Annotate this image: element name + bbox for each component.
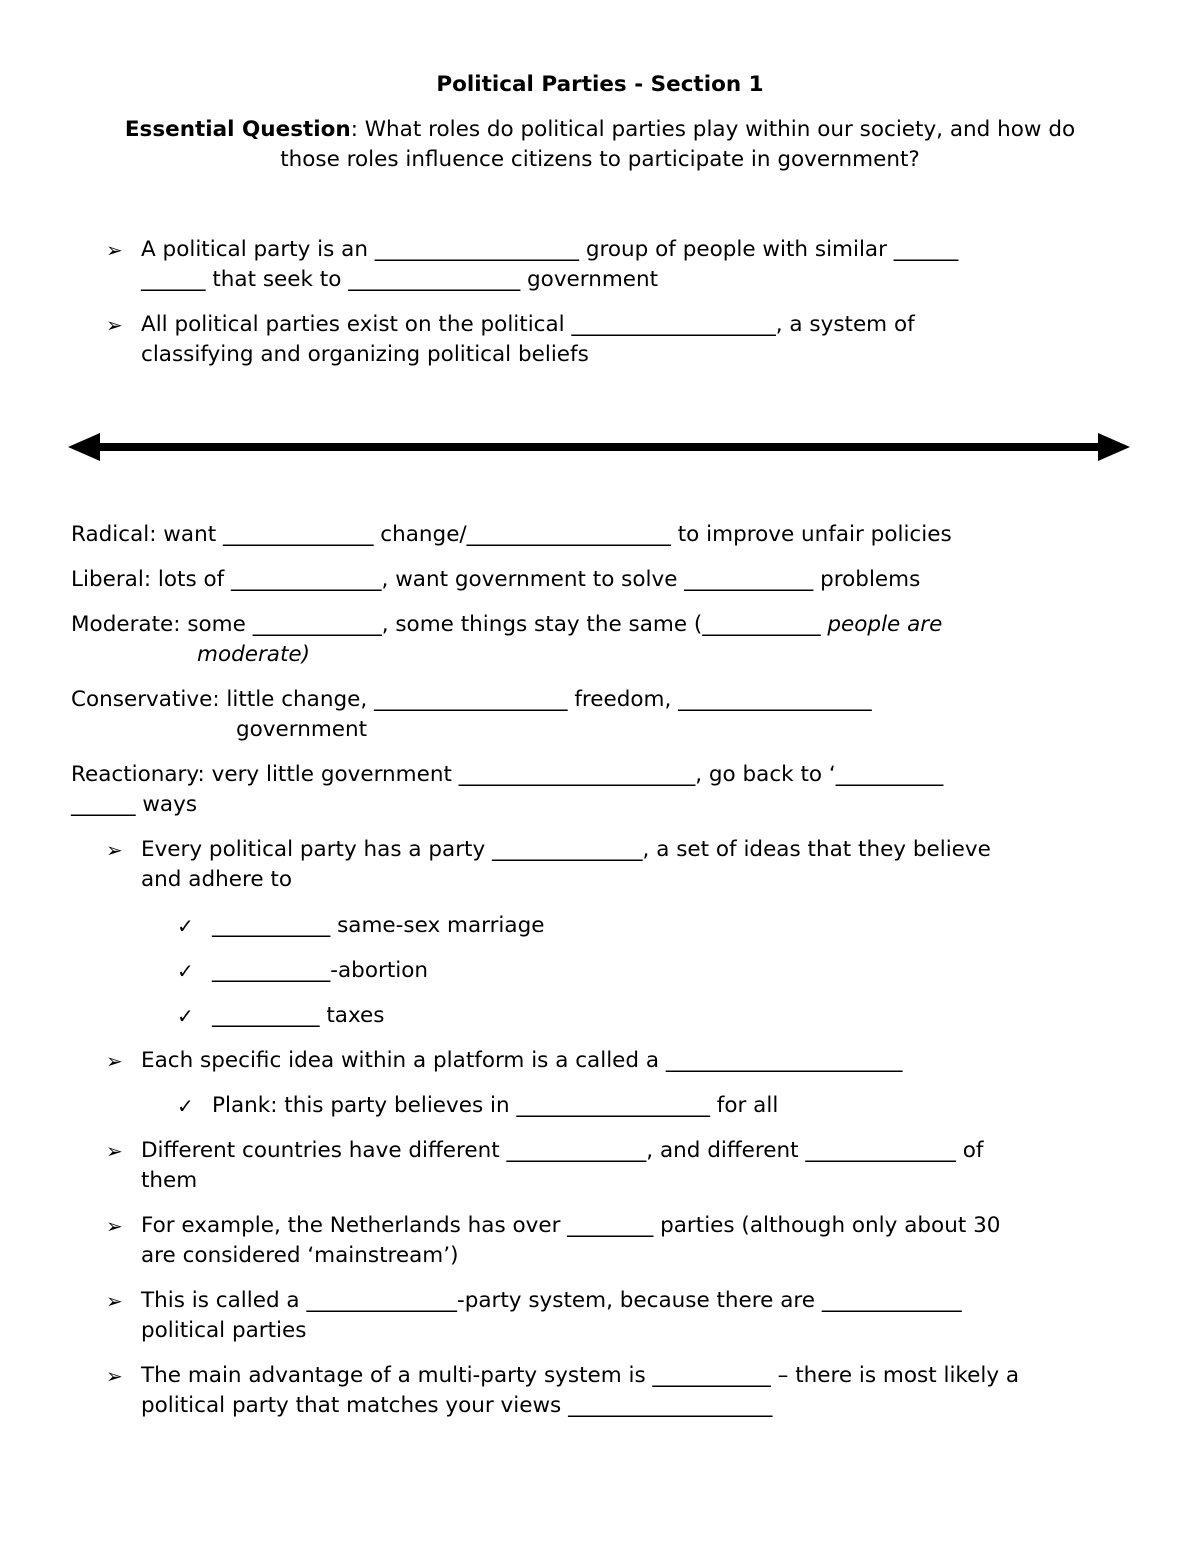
- bullet-multi-party-advantage: The main advantage of a multi-party system is ___________ – there is most likely a: [141, 1363, 1020, 1388]
- bullet-plank: Each specific idea within a platform is a called a ______________________: [141, 1048, 903, 1073]
- plank-check-item: Plank: this party believes in __________________ for all: [212, 1093, 779, 1118]
- checkmark-icon: ✓: [177, 959, 194, 983]
- bullet-political-spectrum-cont: classifying and organizing political beliefs: [141, 342, 589, 367]
- arrow-bullet-icon: ➢: [106, 1139, 123, 1163]
- checkmark-icon: ✓: [177, 1094, 194, 1118]
- bullet-party-definition-cont: ______ that seek to ________________ government: [141, 267, 659, 292]
- double-headed-arrow-icon: [68, 430, 1132, 464]
- bullet-platform-cont: and adhere to: [141, 867, 292, 892]
- checkmark-icon: ✓: [177, 914, 194, 938]
- definition-conservative-cont: government: [236, 717, 368, 742]
- spectrum-left-arrowhead: [68, 433, 100, 461]
- checkmark-icon: ✓: [177, 1004, 194, 1028]
- essential-question: [0, 115, 1200, 145]
- arrow-bullet-icon: ➢: [106, 838, 123, 862]
- definition-moderate-cont: moderate): [197, 642, 311, 667]
- definition-liberal: Liberal: lots of ______________, want government to solve ____________ problems: [71, 567, 921, 592]
- arrow-bullet-icon: ➢: [106, 1214, 123, 1238]
- definition-moderate-text: Moderate: some ____________, some things stay the same (: [71, 612, 703, 637]
- bullet-platform: Every political party has a party ______________, a set of ideas that they believe: [141, 837, 991, 862]
- arrow-bullet-icon: ➢: [106, 1049, 123, 1073]
- platform-check-item: ___________ same-sex marriage: [212, 913, 545, 938]
- arrow-bullet-icon: ➢: [106, 1364, 123, 1388]
- definition-reactionary-cont: ______ ways: [71, 792, 198, 817]
- bullet-different-countries-cont: them: [141, 1168, 198, 1193]
- definition-moderate: [71, 610, 942, 640]
- arrow-bullet-icon: ➢: [106, 313, 123, 337]
- page-title: Political Parties - Section 1: [436, 72, 764, 97]
- platform-check-item: __________ taxes: [212, 1003, 385, 1028]
- essential-question-line2: those roles influence citizens to participate in government?: [280, 147, 920, 172]
- arrow-bullet-icon: ➢: [106, 238, 123, 262]
- bullet-party-definition: A political party is an ___________________ group of people with similar ______: [141, 237, 959, 262]
- arrow-bullet-icon: ➢: [106, 1289, 123, 1313]
- essential-question-text: : What roles do political parties play within our society, and how do: [350, 117, 1076, 142]
- platform-check-item: ___________-abortion: [212, 958, 429, 983]
- bullet-multi-party-advantage-cont: political party that matches your views ___________________: [141, 1393, 773, 1418]
- essential-question-label: Essential Question: [124, 117, 351, 142]
- bullet-party-system: This is called a ______________-party system, because there are _____________: [141, 1288, 962, 1313]
- bullet-different-countries: Different countries have different _____________, and different ______________ of: [141, 1138, 984, 1163]
- bullet-party-system-cont: political parties: [141, 1318, 307, 1343]
- definition-conservative: Conservative: little change, __________________ freedom, __________________: [71, 687, 872, 712]
- bullet-netherlands-cont: are considered ‘mainstream’): [141, 1243, 459, 1268]
- definition-reactionary: Reactionary: very little government ______________________, go back to ‘__________: [71, 762, 944, 787]
- bullet-political-spectrum: All political parties exist on the political ___________________, a system of: [141, 312, 915, 337]
- bullet-netherlands: For example, the Netherlands has over ________ parties (although only about 30: [141, 1213, 1001, 1238]
- spectrum-right-arrowhead: [1098, 433, 1130, 461]
- definition-radical: Radical: want ______________ change/___________________ to improve unfair policies: [71, 522, 952, 547]
- definition-moderate-italic: ___________ people are: [702, 612, 943, 637]
